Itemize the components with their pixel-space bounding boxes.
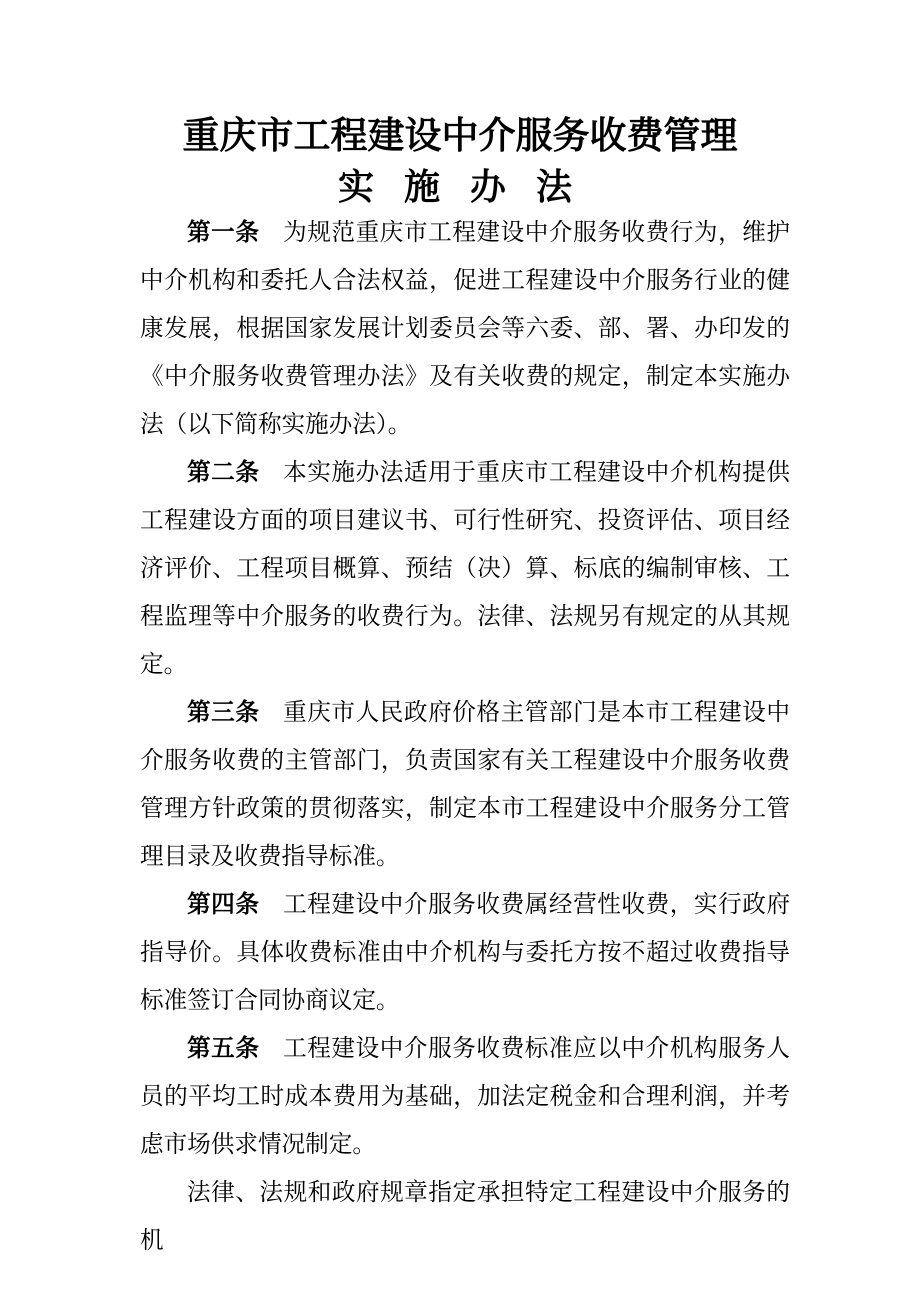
document-title: 重庆市工程建设中介服务收费管理 [182, 114, 738, 157]
article-text: 工程建设中介服务收费属经营性收费，实行政府指导价。具体收费标准由中介机构与委托方按不超过收费指导标准签订合同协商议定。 [140, 890, 790, 1014]
article-3 [140, 688, 790, 880]
document-subtitle: 实施办法 [337, 167, 602, 208]
document-body [140, 208, 790, 1264]
article-text: 重庆市人民政府价格主管部门是本市工程建设中介服务收费的主管部门，负责国家有关工程建设中介服务收费管理方针政策的贯彻落实，制定本市工程建设中介服务分工管理目录及收费指导标准。 [140, 698, 790, 870]
article-text: 为规范重庆市工程建设中介服务收费行为，维护中介机构和委托人合法权益，促进工程建设中介服务行业的健康发展，根据国家发展计划委员会等六委、部、署、办印发的《中介服务收费管理办法》及有关收费的规定，制定本实施办法（以下简称实施办法）。 [140, 218, 790, 438]
article-label: 第三条 [187, 698, 260, 726]
paragraph-text: 法律、法规和政府规章指定承担特定工程建设中介服务的机 [140, 1178, 790, 1254]
article-text: 本实施办法适用于重庆市工程建设中介机构提供工程建设方面的项目建议书、可行性研究、投资评估、项目经济评价、工程项目概算、预结（决）算、标底的编制审核、工程监理等中介服务的收费行为。法律、法规另有规定的从其规定。 [140, 458, 790, 678]
article-text: 工程建设中介服务收费标准应以中介机构服务人员的平均工时成本费用为基础，加法定税金和合理利润，并考虑市场供求情况制定。 [140, 1034, 790, 1158]
article-label: 第二条 [187, 458, 260, 486]
article-label: 第四条 [187, 890, 260, 918]
article-2 [140, 448, 790, 688]
article-label: 第一条 [187, 218, 260, 246]
article-5-continuation [140, 1168, 790, 1264]
article-1 [140, 208, 790, 448]
article-label: 第五条 [187, 1034, 260, 1062]
article-4 [140, 880, 790, 1024]
article-5 [140, 1024, 790, 1168]
